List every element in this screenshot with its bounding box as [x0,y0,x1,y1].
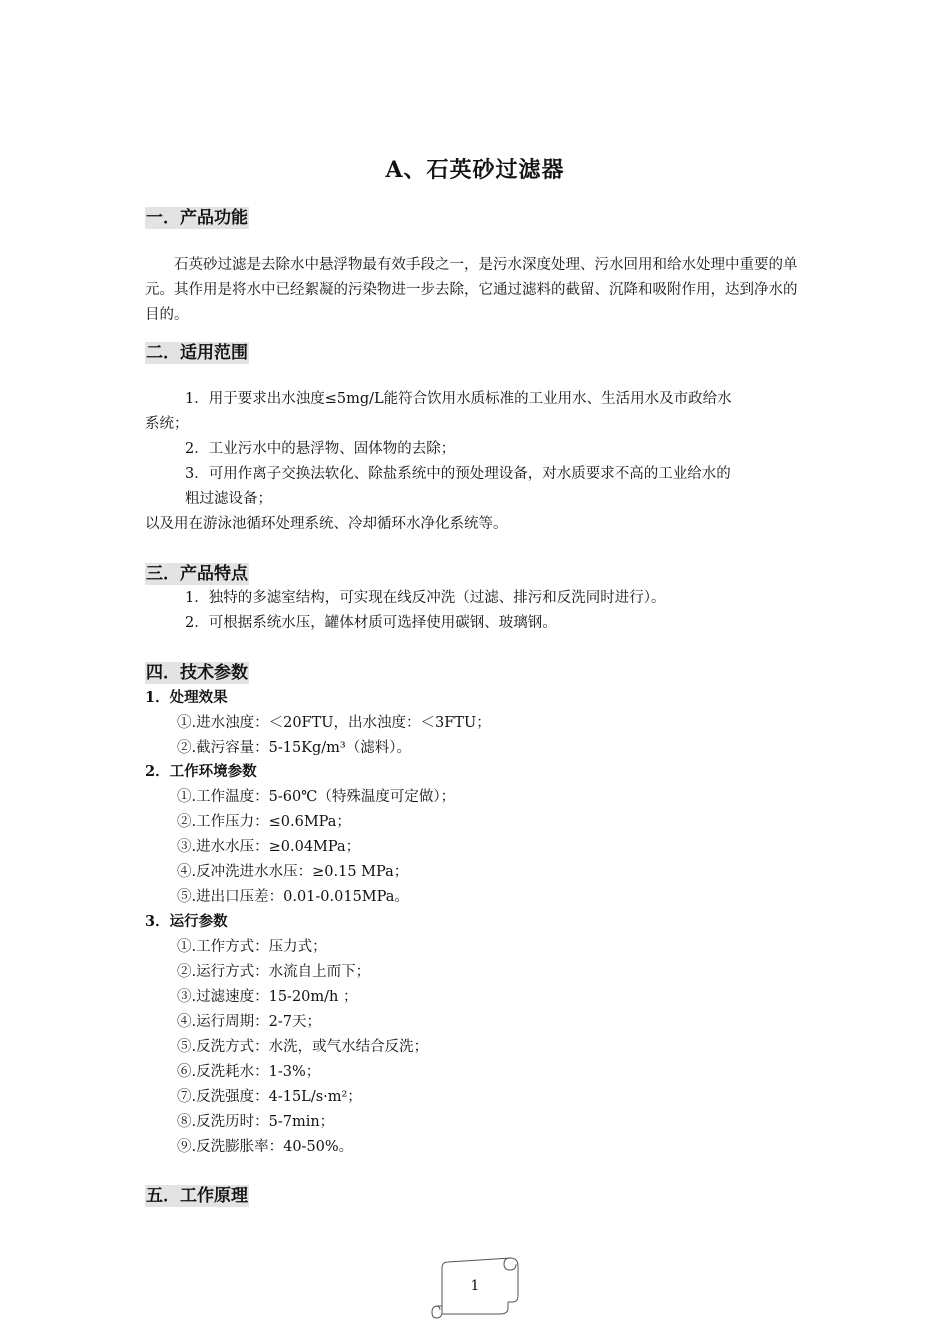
param-item: ①.工作温度：5-60℃（特殊温度可定做）； [177,789,456,805]
param-item: ③.过滤速度：15-20m/h ； [177,989,358,1005]
param-item: ④.运行周期：2-7天； [177,1014,321,1030]
param-item: ⑤.进出口压差：0.01-0.015MPa。 [177,889,409,905]
feature-item-2: 2．可根据系统水压，罐体材质可选择使用碳钢、玻璃钢。 [185,615,557,631]
scope-item-3: 3．可用作离子交换法软化、除盐系统中的预处理设备，对水质要求不高的工业给水的 [185,466,731,482]
param-item: ②.工作压力：≤0.6MPa； [177,814,351,830]
param-item: ②.截污容量：5-15Kg/m³（滤料）。 [177,740,411,756]
scope-item-1: 1．用于要求出水浊度≤5mg/L能符合饮用水质标准的工业用水、生活用水及市政给水 [185,391,732,407]
document-title: A、石英砂过滤器 [385,157,565,183]
section-heading-features: 三．产品特点 [146,564,248,584]
page-number: 1 [470,1278,480,1294]
param-item: ⑧.反洗历时：5-7min； [177,1114,335,1130]
section-heading-working-principle: 五．工作原理 [146,1186,248,1206]
param-group-treatment: 1．处理效果 [145,689,228,706]
param-item: ④.反冲洗进水水压：≥0.15 MPa； [177,864,409,880]
param-group-operation: 3．运行参数 [145,913,228,930]
param-item: ②.运行方式：水流自上而下； [177,964,371,980]
param-item: ①.进水浊度：＜20FTU，出水浊度：＜3FTU； [177,715,491,731]
param-group-environment: 2．工作环境参数 [145,763,257,780]
section-heading-scope: 二．适用范围 [146,343,248,363]
param-item: ③.进水水压：≥0.04MPa； [177,839,361,855]
scope-item-3-cont: 粗过滤设备； [185,491,272,507]
param-item: ⑤.反洗方式：水洗，或气水结合反洗； [177,1039,429,1055]
feature-item-1: 1．独特的多滤室结构，可实现在线反冲洗（过滤、排污和反洗同时进行）。 [185,590,666,606]
param-item: ⑦.反洗强度：4-15L/s·m²； [177,1089,362,1105]
scope-tail: 以及用在游泳池循环处理系统、冷却循环水净化系统等。 [145,516,508,532]
scope-item-1-cont: 系统； [145,416,189,432]
section-heading-product-function: 一．产品功能 [146,208,248,228]
param-item: ⑨.反洗膨胀率：40-50%。 [177,1139,354,1155]
product-function-paragraph: 石英砂过滤是去除水中悬浮物最有效手段之一，是污水深度处理、污水回用和给水处理中重要的单元。其作用是将水中已经絮凝的污染物进一步去除，它通过滤料的截留、沉降和吸附作用，达到净水的目的。 [145,257,798,323]
scope-item-2: 2．工业污水中的悬浮物、固体物的去除； [185,441,456,457]
param-item: ⑥.反洗耗水：1-3%； [177,1064,321,1080]
param-item: ①.工作方式：压力式； [177,939,327,955]
section-heading-tech-params: 四．技术参数 [146,663,248,683]
